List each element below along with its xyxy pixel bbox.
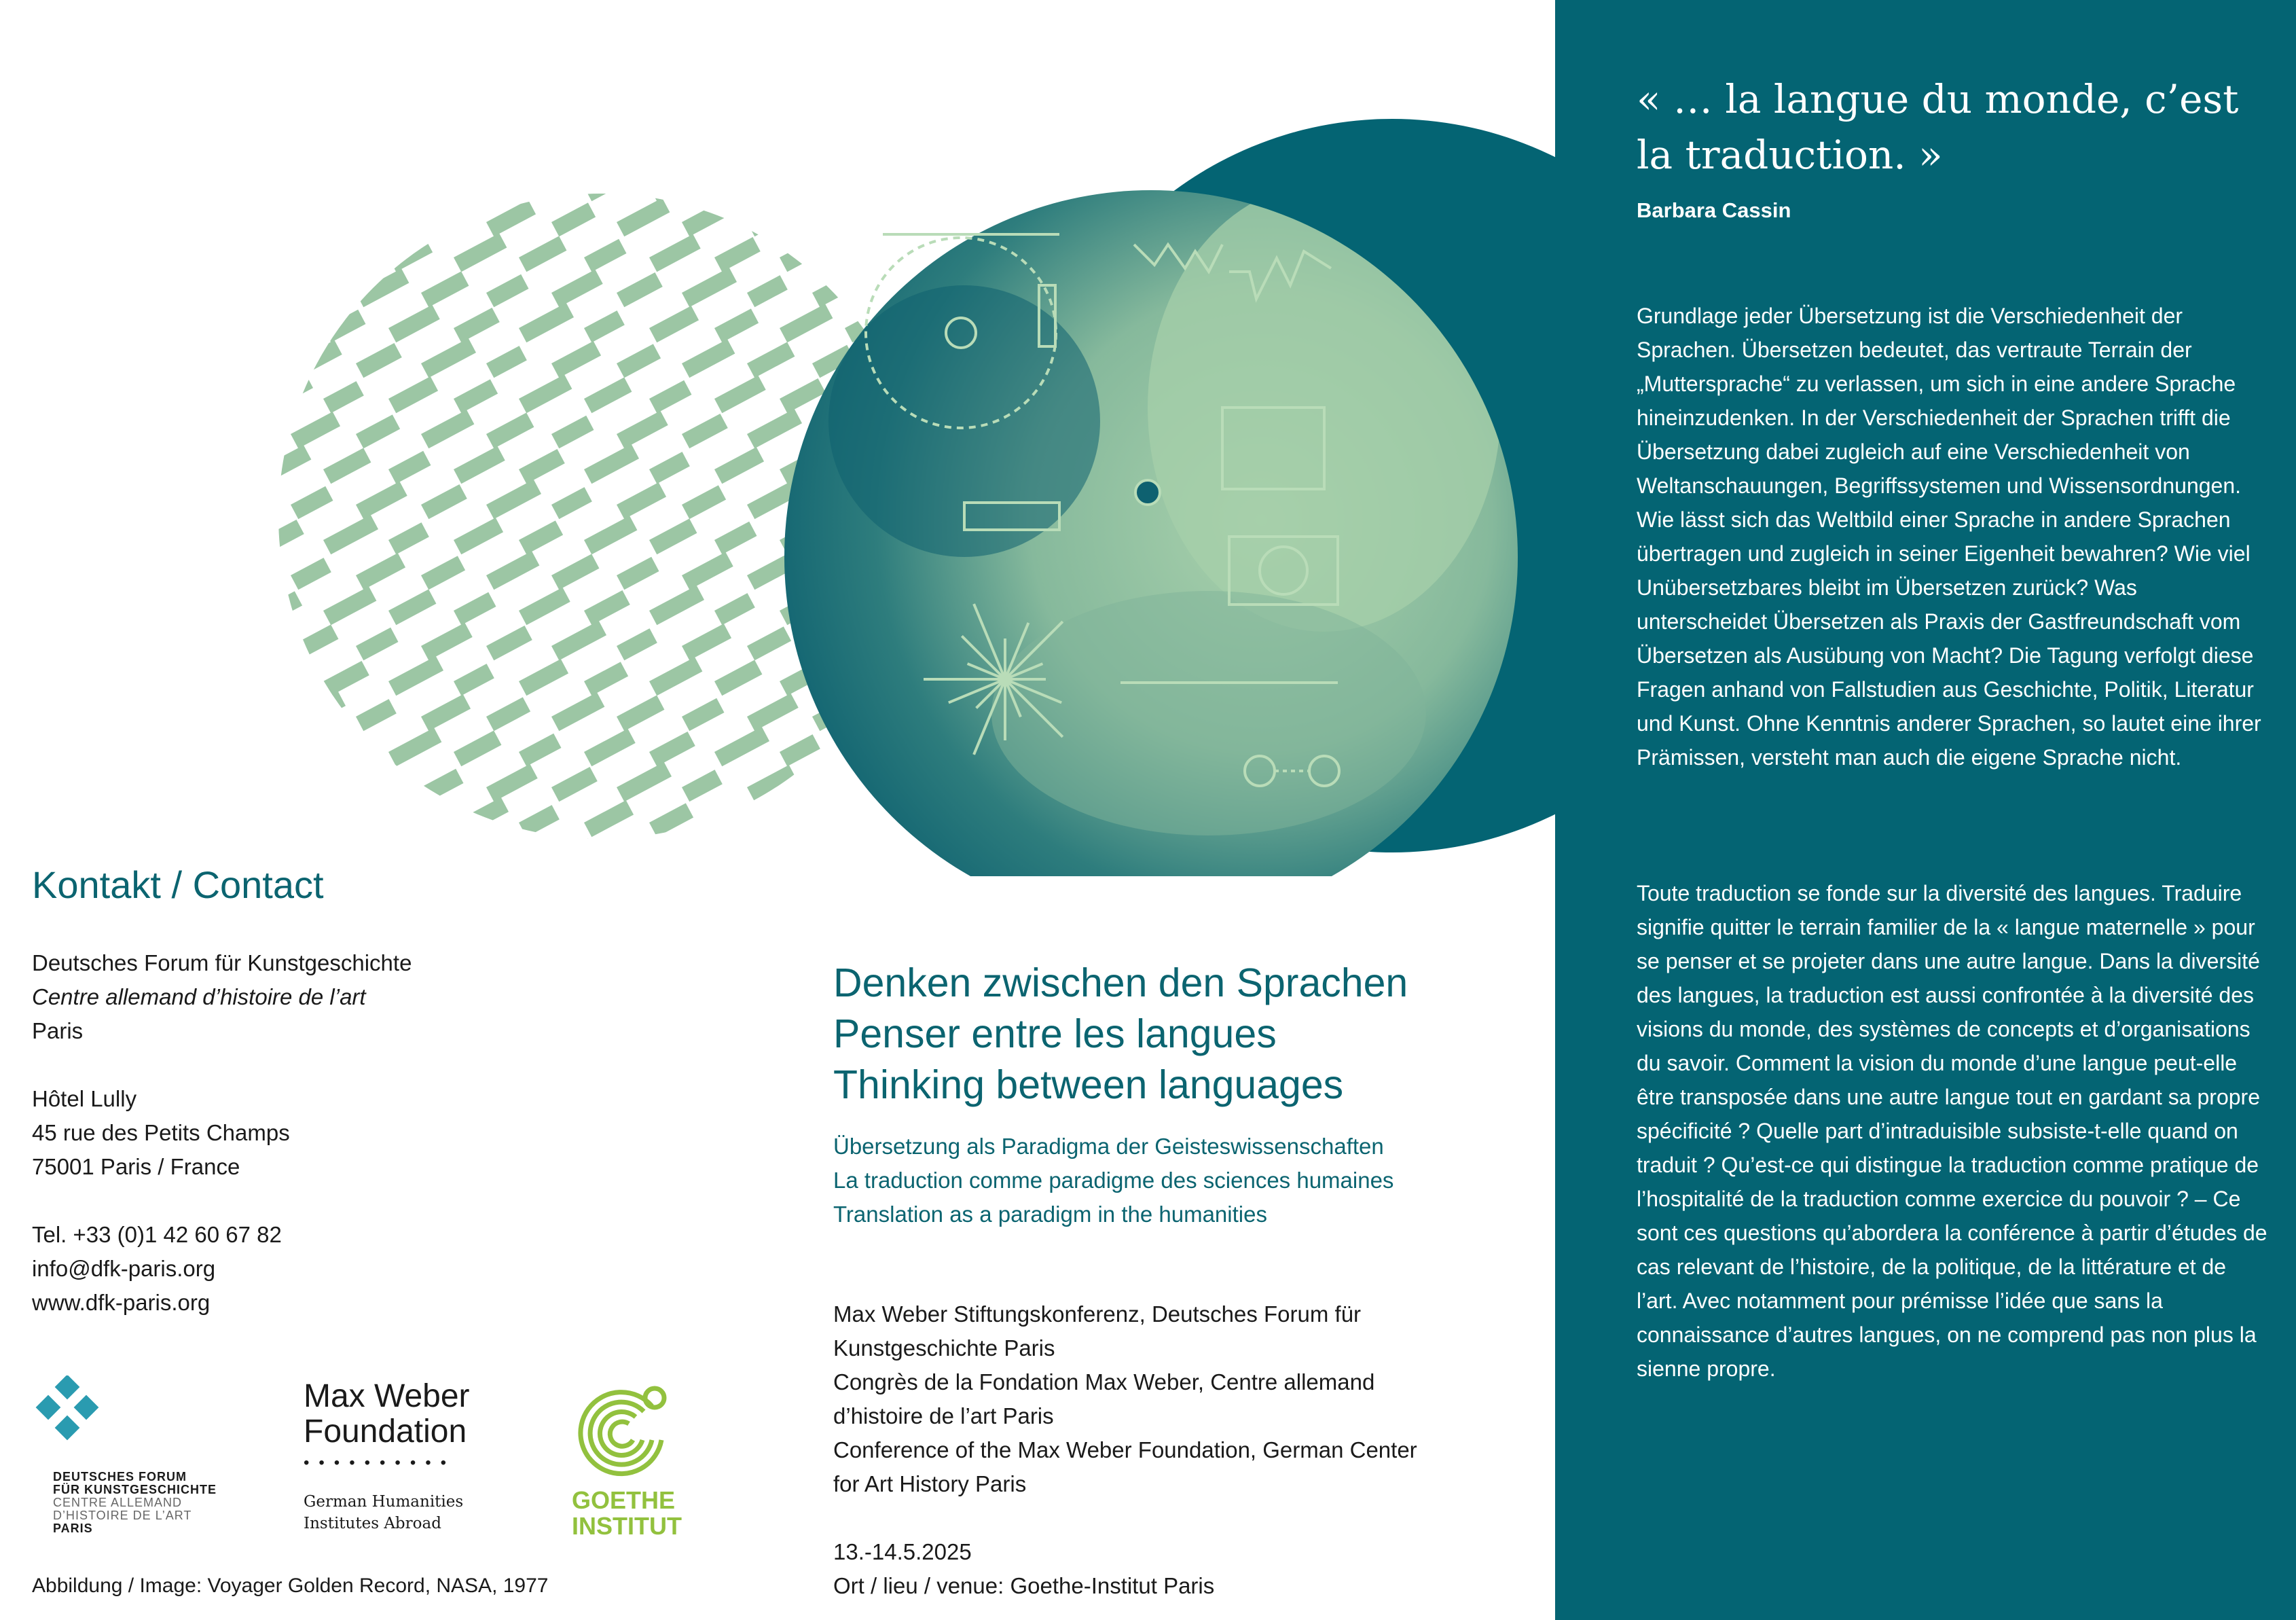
dash-mark bbox=[323, 515, 378, 554]
dash-mark bbox=[323, 235, 373, 272]
dash-mark bbox=[551, 621, 606, 660]
dash-mark bbox=[649, 519, 697, 555]
dash-mark bbox=[388, 522, 429, 554]
title-fr: Penser entre les langues bbox=[833, 1011, 1277, 1056]
dash-mark bbox=[519, 520, 563, 554]
mwf-sub-2: Institutes Abroad bbox=[304, 1515, 441, 1532]
dash-mark bbox=[747, 204, 789, 236]
contact-tel: Tel. +33 (0)1 42 60 67 82 bbox=[32, 1222, 282, 1247]
dash-mark bbox=[617, 198, 670, 236]
dash-mark bbox=[584, 729, 636, 766]
dash-mark bbox=[454, 446, 505, 484]
dash-mark bbox=[519, 374, 572, 413]
dash-mark bbox=[682, 201, 729, 237]
goethe-line-2: INSTITUT bbox=[572, 1512, 682, 1540]
dash-mark bbox=[845, 240, 886, 272]
dash-mark bbox=[551, 692, 604, 731]
dash-mark bbox=[584, 164, 634, 201]
dash-mark bbox=[714, 447, 764, 484]
quote-author: Barbara Cassin bbox=[1637, 198, 1791, 222]
dash-mark bbox=[780, 734, 820, 766]
dash-mark bbox=[258, 168, 300, 201]
dash-mark bbox=[747, 840, 789, 872]
dash-mark bbox=[780, 166, 827, 202]
dash-mark bbox=[454, 518, 503, 554]
dash-mark bbox=[617, 833, 670, 872]
dash-mark bbox=[714, 308, 759, 342]
dash-mark bbox=[649, 380, 691, 413]
dash-mark bbox=[421, 484, 467, 519]
dash-mark bbox=[551, 416, 594, 448]
goethe-line-1: GOETHE bbox=[572, 1486, 676, 1514]
dash-mark bbox=[519, 588, 570, 625]
org-city: Paris bbox=[32, 1018, 84, 1043]
dash-mark bbox=[388, 656, 443, 696]
dash-mark bbox=[421, 623, 473, 660]
contact-web[interactable]: www.dfk-paris.org bbox=[32, 1290, 211, 1315]
conference-line-4: d’histoire de l’art Paris bbox=[833, 1403, 1054, 1428]
dash-mark bbox=[421, 769, 463, 802]
dash-mark bbox=[584, 239, 626, 272]
dash-mark bbox=[649, 657, 702, 696]
dash-mark bbox=[323, 661, 369, 696]
mwf-line-1: Max Weber bbox=[304, 1378, 470, 1414]
paragraph-french: Toute traduction se fonde sur la diversité des langues. Traduire signifie quitter le terrain familier de la « langue maternelle » pour se penser et se projeter dans une autre langue. Dans la diversité des langues, la traduction est aussi confrontée à la diversité des visions du monde, des systèmes de concepts et d’organisations du savoir. Comment la vision du monde d’une langue peut-elle être transposée dans une autre langue tout en gardant sa propre spécificité ? Quelle part d’intraduisible subsiste-t-elle quand on traduit ? Qu’est-ce qui distingue la traduction comme pratique de l’hospitalité de la traduction comme exercice du pouvoir ? – Ce sont ces questions qu’abordera la conférence à partir d’études de cas relevant de l’histoire, de la politique, de la littérature et de l’art. Avec notamment pour prémisse l’idée que sans la connaissance d’autres langues, on ne comprend pas non plus la sienne propre. bbox=[1637, 881, 2267, 1381]
dash-mark bbox=[551, 341, 601, 378]
dash-mark bbox=[258, 591, 302, 625]
dash-mark bbox=[323, 799, 375, 837]
dash-mark bbox=[258, 804, 300, 837]
dash-mark bbox=[845, 168, 887, 201]
dash-mark bbox=[649, 803, 693, 837]
dash-mark bbox=[649, 306, 699, 342]
subtitle-en: Translation as a paradigm in the humanities bbox=[833, 1202, 1267, 1227]
mwf-sub-1: German Humanities bbox=[304, 1493, 464, 1511]
dash-mark bbox=[356, 482, 407, 519]
dash-mark bbox=[388, 238, 433, 272]
mwf-dots-divider: •••••••••• bbox=[304, 1454, 456, 1472]
dash-mark bbox=[551, 838, 596, 872]
dash-mark bbox=[714, 522, 757, 554]
dash-mark bbox=[356, 553, 405, 590]
dash-mark bbox=[812, 270, 862, 307]
dash-mark bbox=[323, 448, 371, 484]
title-de: Denken zwischen den Sprachen bbox=[833, 960, 1408, 1005]
mwf-logo-name bbox=[304, 1379, 470, 1450]
dash-mark bbox=[486, 835, 536, 872]
dash-mark bbox=[388, 727, 441, 766]
dash-mark bbox=[714, 593, 755, 625]
dash-mark bbox=[291, 202, 337, 236]
conference-info bbox=[833, 1297, 1417, 1501]
dash-mark bbox=[682, 624, 731, 660]
contact-organisation bbox=[32, 946, 412, 1048]
dash-mark bbox=[486, 413, 534, 449]
conference-line-3: Congrès de la Fondation Max Weber, Centre allemand bbox=[833, 1369, 1375, 1394]
dash-mark bbox=[258, 445, 311, 484]
dash-mark bbox=[454, 592, 496, 625]
dash-mark bbox=[617, 696, 664, 732]
mwf-logo-sub bbox=[304, 1491, 463, 1534]
dash-mark bbox=[388, 590, 436, 626]
dash-mark bbox=[617, 272, 663, 307]
contact-email[interactable]: info@dfk-paris.org bbox=[32, 1256, 216, 1281]
dash-mark bbox=[649, 234, 701, 272]
conference-line-5: Conference of the Max Weber Foundation, German Center bbox=[833, 1437, 1417, 1462]
dash-mark bbox=[714, 798, 767, 837]
dash-mark bbox=[551, 767, 598, 802]
dash-mark bbox=[617, 344, 661, 378]
dash-mark bbox=[356, 766, 403, 802]
dash-mark bbox=[747, 626, 791, 660]
dash-mark bbox=[714, 162, 767, 201]
dash-mark bbox=[258, 658, 310, 696]
conference-line-6: for Art History Paris bbox=[833, 1471, 1027, 1496]
dash-mark bbox=[486, 626, 532, 660]
subtitle-fr: La traduction comme paradigme des sciences humaines bbox=[833, 1168, 1394, 1193]
dash-mark bbox=[714, 727, 769, 766]
quote-text: « … la langue du monde, c’est la traduction. » bbox=[1637, 76, 2239, 178]
dash-mark bbox=[877, 838, 924, 872]
dfk-line-1: DEUTSCHES FORUM bbox=[53, 1470, 187, 1483]
dash-mark bbox=[649, 167, 693, 201]
dash-mark bbox=[323, 732, 367, 766]
dfk-line-2: FÜR KUNSTGESCHICHTE bbox=[53, 1483, 217, 1496]
dfk-logo-icon bbox=[31, 1375, 107, 1452]
dash-mark bbox=[584, 310, 625, 342]
dfk-line-3: CENTRE ALLEMAND bbox=[53, 1496, 183, 1509]
dash-mark bbox=[258, 240, 299, 272]
mwf-line-2: Foundation bbox=[304, 1414, 467, 1450]
dash-mark bbox=[388, 305, 440, 342]
dash-mark bbox=[356, 414, 400, 448]
dash-mark bbox=[388, 451, 431, 484]
dash-mark bbox=[519, 236, 566, 272]
event-dates: 13.-14.5.2025 bbox=[833, 1539, 972, 1564]
image-credit: Abbildung / Image: Voyager Golden Record, NASA, 1977 bbox=[32, 1574, 549, 1597]
conference-line-2: Kunstgeschichte Paris bbox=[833, 1335, 1055, 1361]
dash-mark bbox=[388, 802, 435, 837]
event-title bbox=[833, 958, 1408, 1111]
dash-mark bbox=[421, 410, 474, 448]
dash-mark bbox=[388, 376, 438, 413]
dash-mark bbox=[519, 169, 560, 201]
dash-mark bbox=[486, 480, 541, 519]
dash-mark bbox=[388, 166, 435, 201]
dash-mark bbox=[682, 770, 723, 802]
dash-mark bbox=[584, 378, 632, 414]
dash-mark bbox=[323, 310, 365, 342]
dash-mark bbox=[747, 765, 797, 802]
dash-mark bbox=[584, 800, 634, 837]
dash-mark bbox=[617, 482, 666, 519]
dash-mark bbox=[584, 662, 628, 696]
dash-mark bbox=[747, 342, 795, 378]
dash-mark bbox=[323, 164, 375, 201]
dash-mark bbox=[258, 730, 308, 766]
dash-mark bbox=[258, 520, 304, 554]
dash-mark bbox=[486, 697, 530, 731]
dash-mark bbox=[714, 237, 761, 272]
dash-mark bbox=[291, 486, 333, 519]
dash-mark bbox=[454, 379, 498, 413]
dash-mark bbox=[258, 374, 313, 413]
dash-mark bbox=[617, 762, 672, 802]
dash-mark bbox=[584, 516, 637, 554]
hero-illustration bbox=[0, 0, 1555, 876]
dash-mark bbox=[486, 274, 528, 307]
org-name-de: Deutsches Forum für Kunstgeschichte bbox=[32, 950, 412, 975]
dash-mark bbox=[421, 204, 462, 236]
dash-mark bbox=[421, 694, 471, 731]
dash-mark bbox=[714, 660, 762, 696]
subtitle-de: Übersetzung als Paradigma der Geisteswissenschaften bbox=[833, 1134, 1384, 1159]
dfk-line-5: PARIS bbox=[53, 1522, 93, 1535]
title-en: Thinking between languages bbox=[833, 1062, 1344, 1107]
dash-mark bbox=[421, 272, 469, 308]
dash-mark bbox=[649, 452, 690, 484]
address-street: 45 rue des Petits Champs bbox=[32, 1120, 290, 1145]
dash-mark bbox=[486, 200, 536, 236]
dash-mark bbox=[845, 804, 887, 837]
dash-mark bbox=[747, 694, 799, 731]
dash-mark bbox=[291, 273, 335, 307]
dash-mark bbox=[291, 625, 338, 661]
dash-mark bbox=[291, 763, 344, 802]
dash-mark bbox=[356, 628, 398, 660]
event-subtitle bbox=[833, 1130, 1393, 1231]
dash-mark bbox=[682, 485, 726, 519]
dash-mark bbox=[519, 805, 560, 837]
dash-mark bbox=[551, 202, 596, 236]
paragraph-german: Grundlage jeder Übersetzung ist die Verschiedenheit der Sprachen. Übersetzen bedeutet, das vertraute Terrain der „Muttersprache“ zu verlassen, um sich in eine andere Sprache hineinzudenken. In der Verschiedenheit der Sprachen trifft die Übersetzung dabei zugleich auf eine Verschiedenheit von Weltanschauungen, Begriffssystemen und Wissensordnungen. Wie lässt sich das Weltbild einer Sprache in andere Sprachen übertragen und zugleich in seiner Eigenheit bewahren? Wie viel Unübersetzbares bleibt im Übersetzen zurück? Was unterscheidet Übersetzen als Praxis der Gastfreundschaft vom Übersetzen als Ausübung von Macht? Die Tagung verfolgt diese Fragen anhand von Fallstudien aus Geschichte, Politik, Literatur und Kunst. Ohne Kenntnis anderer Sprachen, so lautet eine ihrer Prämissen, versteht man auch die eigene Sprache nicht. bbox=[1637, 304, 2261, 770]
event-details bbox=[833, 1535, 1214, 1603]
dash-mark bbox=[812, 835, 864, 872]
dash-mark bbox=[291, 558, 331, 590]
dash-mark bbox=[617, 411, 668, 448]
dash-mark bbox=[649, 732, 695, 766]
dash-mark bbox=[780, 802, 827, 838]
contact-details bbox=[32, 1218, 282, 1320]
address-postal: 75001 Paris / France bbox=[32, 1154, 240, 1179]
dash-mark bbox=[812, 199, 864, 236]
dash-mark bbox=[551, 554, 599, 590]
dash-mark bbox=[682, 339, 735, 378]
address-building: Hôtel Lully bbox=[32, 1086, 137, 1111]
dash-mark bbox=[584, 590, 630, 625]
dash-mark bbox=[486, 346, 527, 378]
dash-mark bbox=[486, 551, 539, 590]
dash-mark bbox=[780, 232, 835, 272]
dash-mark bbox=[258, 307, 306, 343]
dash-mark bbox=[454, 664, 494, 696]
dash-mark bbox=[356, 343, 402, 378]
dash-mark bbox=[519, 449, 565, 484]
dash-mark bbox=[323, 586, 376, 625]
dash-mark bbox=[682, 414, 728, 448]
dash-mark bbox=[486, 764, 538, 802]
dash-mark bbox=[551, 270, 603, 307]
conference-line-1: Max Weber Stiftungskonferenz, Deutsches Forum für bbox=[833, 1301, 1362, 1327]
dash-mark bbox=[617, 628, 657, 660]
dash-mark bbox=[421, 840, 462, 872]
dfk-line-4: D’HISTOIRE DE L’ART bbox=[53, 1509, 192, 1522]
dash-mark bbox=[291, 340, 342, 378]
dash-mark bbox=[682, 698, 724, 731]
dash-mark bbox=[682, 837, 729, 873]
dash-mark bbox=[682, 268, 737, 307]
dash-mark bbox=[617, 557, 659, 590]
dash-mark bbox=[682, 552, 733, 590]
dfk-logo-text bbox=[53, 1471, 217, 1535]
dash-mark bbox=[519, 659, 568, 696]
dash-mark bbox=[551, 487, 592, 519]
dash-mark bbox=[584, 444, 639, 484]
dash-mark bbox=[454, 233, 507, 272]
dash-mark bbox=[356, 268, 409, 307]
dash-mark bbox=[714, 376, 766, 413]
dash-mark bbox=[747, 409, 802, 448]
org-name-fr: Centre allemand d’histoire de l’art bbox=[32, 984, 366, 1009]
dash-mark bbox=[454, 731, 501, 767]
dash-mark bbox=[812, 768, 856, 802]
dash-mark bbox=[454, 308, 500, 342]
event-venue: Ort / lieu / venue: Goethe-Institut Paris bbox=[833, 1573, 1215, 1598]
contact-address bbox=[32, 1082, 290, 1184]
dash-mark bbox=[747, 275, 788, 307]
dash-mark bbox=[291, 412, 340, 448]
dash-mark bbox=[421, 338, 476, 378]
dash-mark bbox=[649, 586, 704, 625]
dash-mark bbox=[910, 164, 962, 201]
dash-mark bbox=[356, 833, 411, 872]
dash-mark bbox=[323, 381, 364, 413]
dash-mark bbox=[519, 734, 561, 766]
dash-mark bbox=[356, 197, 411, 236]
dash-mark bbox=[519, 303, 574, 342]
dash-mark bbox=[454, 162, 509, 201]
dash-mark bbox=[454, 797, 509, 837]
contact-heading: Kontakt / Contact bbox=[32, 863, 324, 906]
dash-mark bbox=[780, 304, 833, 342]
dash-mark bbox=[291, 691, 346, 731]
dash-mark bbox=[877, 202, 924, 236]
dash-mark bbox=[421, 556, 465, 590]
goethe-logo-text bbox=[572, 1488, 682, 1539]
dash-mark bbox=[356, 699, 397, 731]
goethe-logo-icon bbox=[572, 1379, 675, 1481]
